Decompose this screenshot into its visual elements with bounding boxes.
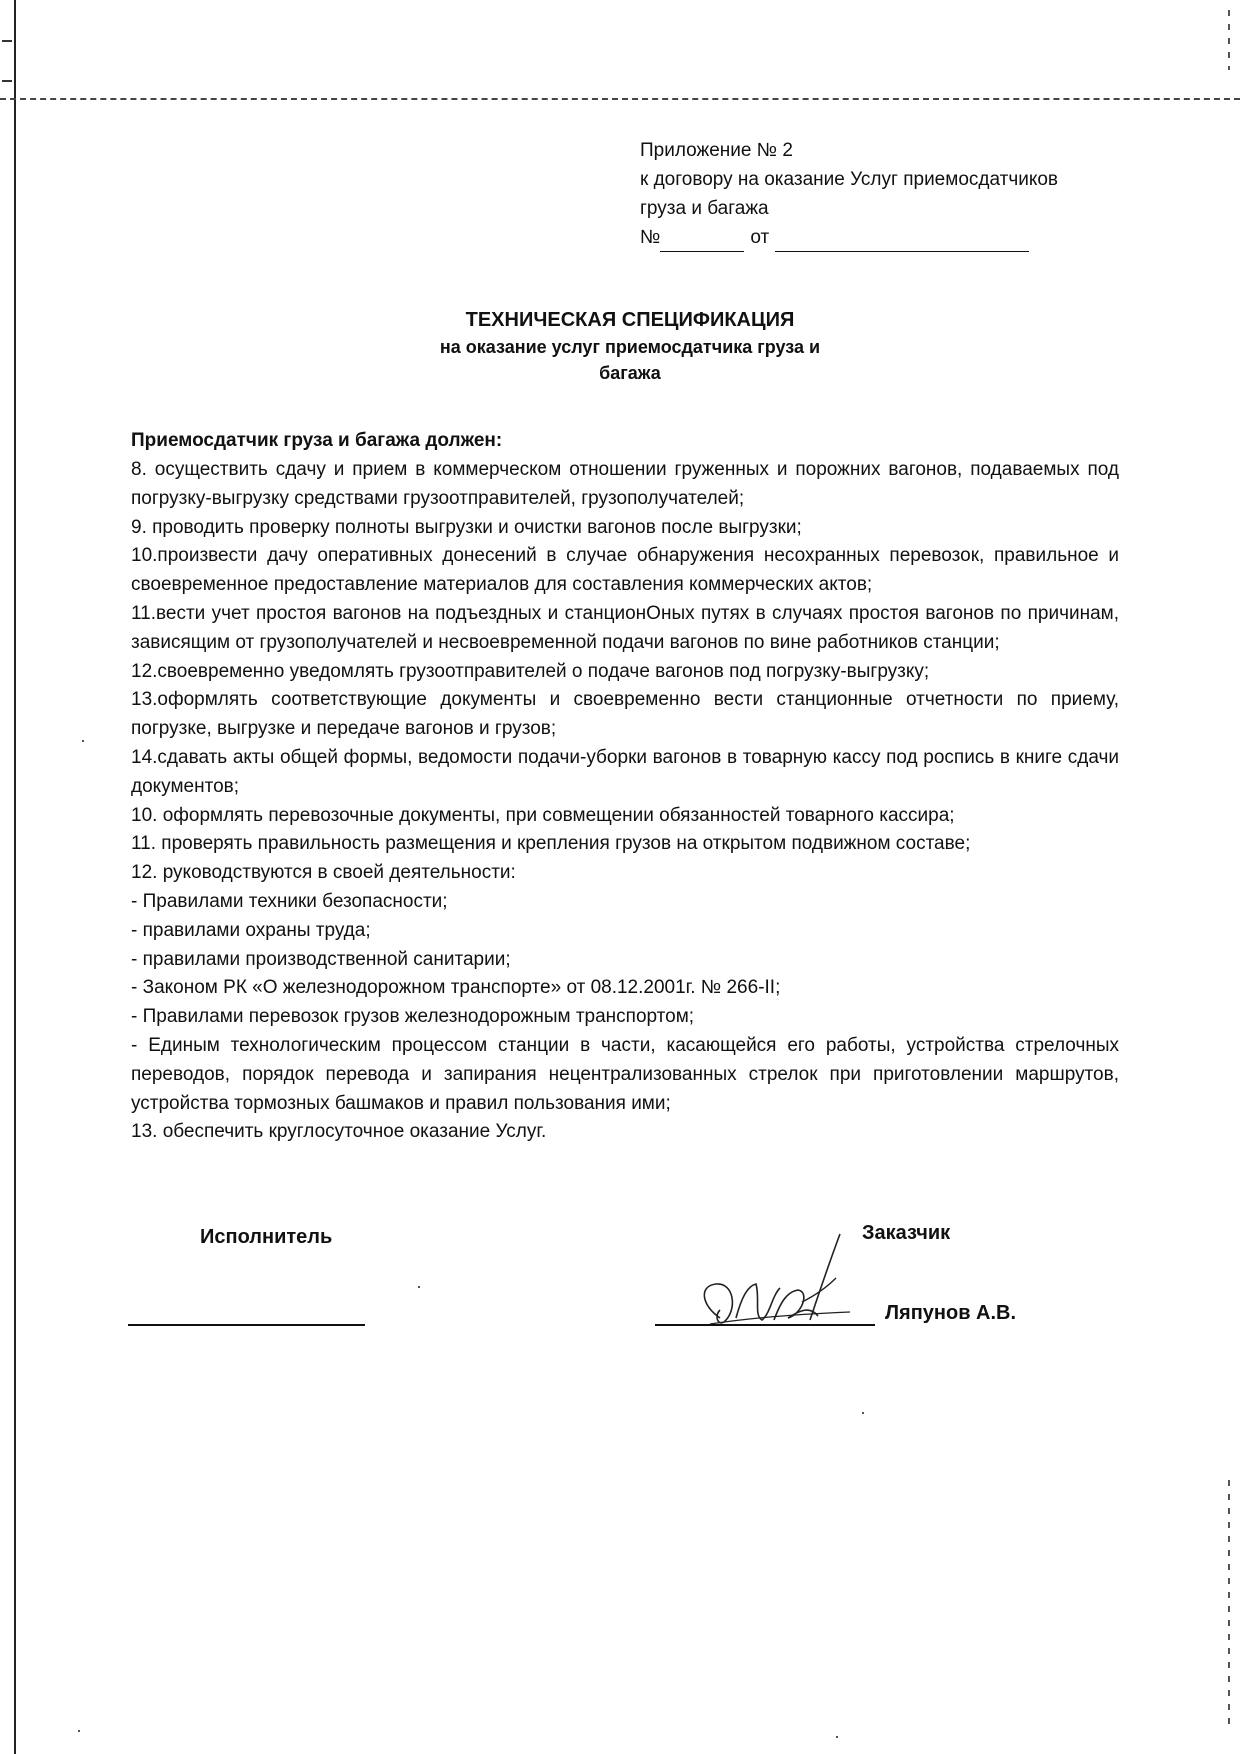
list-item: 10. оформлять перевозочные документы, при совмещении обязанностей товарного кассира;	[131, 804, 955, 826]
list-item: 8. осуществить сдачу и прием в коммерческом отношении груженных и порожних вагонов, подаваемых под погрузку-выгрузку средствами грузоотправителей, грузополучателей;	[131, 459, 1119, 509]
scan-fold-line	[0, 98, 1240, 100]
scan-speck	[836, 1736, 838, 1738]
title-sub-1: на оказание услуг приемосдатчика груза и	[439, 337, 821, 357]
customer-label: Заказчик	[862, 1222, 951, 1244]
appendix-line-1: Приложение № 2	[640, 140, 793, 161]
list-item: 11.вести учет простоя вагонов на подъездных и станционОных путях в случаях простоя вагонов по причинам, зависящим от грузополучателей и несвоевременной подачи вагонов по вине работников станции;	[131, 602, 1119, 653]
title-sub-2: багажа	[599, 363, 661, 383]
document-title	[380, 306, 880, 386]
list-item: 12. руководствуются в своей деятельности:	[131, 862, 516, 884]
scan-edge-tick	[2, 80, 12, 82]
handwritten-signature	[690, 1226, 860, 1336]
list-item: - Правилами техники безопасности;	[131, 890, 448, 912]
date-label: от	[750, 227, 770, 248]
scan-speck	[418, 1286, 420, 1288]
customer-name: Ляпунов А.В.	[885, 1302, 1017, 1324]
scan-edge-tick	[2, 40, 12, 42]
executor-label: Исполнитель	[200, 1226, 333, 1248]
appendix-number-line	[640, 223, 1058, 252]
body-text	[131, 426, 1119, 1147]
appendix-line-3: груза и багажа	[640, 198, 769, 219]
scan-edge-right	[1228, 10, 1230, 70]
list-item: - правилами охраны труда;	[131, 919, 371, 941]
list-item: 11. проверять правильность размещения и крепления грузов на открытом подвижном составе;	[131, 833, 971, 855]
number-label: №	[640, 227, 661, 248]
list-item: 12.своевременно уведомлять грузоотправителей о подаче вагонов под погрузку-выгрузку;	[131, 660, 930, 682]
executor-signature-line	[128, 1324, 365, 1326]
list-item: - Законом РК «О железнодорожном транспорте» от 08.12.2001г. № 266-II;	[131, 977, 781, 999]
list-item: - правилами производственной санитарии;	[131, 948, 511, 970]
appendix-block	[640, 136, 1058, 252]
list-item: - Единым технологическим процессом станции в части, касающейся его работы, устройства стрелочных переводов, порядок перевода и запирания нецентрализованных стрелок при приготовлении маршрутов, устройства тормозных башмаков и правил пользования ими;	[131, 1034, 1119, 1114]
appendix-line-2: к договору на оказание Услуг приемосдатчиков	[640, 169, 1059, 190]
body-heading: Приемосдатчик груза и багажа должен:	[131, 430, 503, 451]
date-blank	[775, 231, 1029, 252]
list-item: 10.произвести дачу оперативных донесений в случае обнаружения несохранных перевозок, правильное и своевременное предоставление материалов для составления коммерческих актов;	[131, 545, 1119, 596]
list-item: 14.сдавать акты общей формы, ведомости подачи-уборки вагонов в товарную кассу под роспись в книге сдачи документов;	[131, 746, 1119, 797]
title-main: ТЕХНИЧЕСКАЯ СПЕЦИФИКАЦИЯ	[465, 309, 795, 331]
list-item: 13. обеспечить круглосуточное оказание Услуг.	[131, 1121, 547, 1143]
scan-speck	[862, 1412, 864, 1414]
scan-speck	[78, 1730, 80, 1732]
list-item: - Правилами перевозок грузов железнодорожным транспортом;	[131, 1006, 695, 1028]
scan-speck	[82, 740, 84, 742]
customer-signature-line	[655, 1324, 875, 1326]
scan-edge-left	[14, 0, 16, 1754]
number-blank	[660, 231, 744, 252]
list-item: 13.оформлять соответствующие документы и своевременно вести станционные отчетности по приему, погрузке, выгрузке и передаче вагонов и грузов;	[131, 689, 1119, 740]
scan-edge-right	[1228, 1480, 1230, 1730]
list-item: 9. проводить проверку полноты выгрузки и очистки вагонов после выгрузки;	[131, 516, 802, 538]
